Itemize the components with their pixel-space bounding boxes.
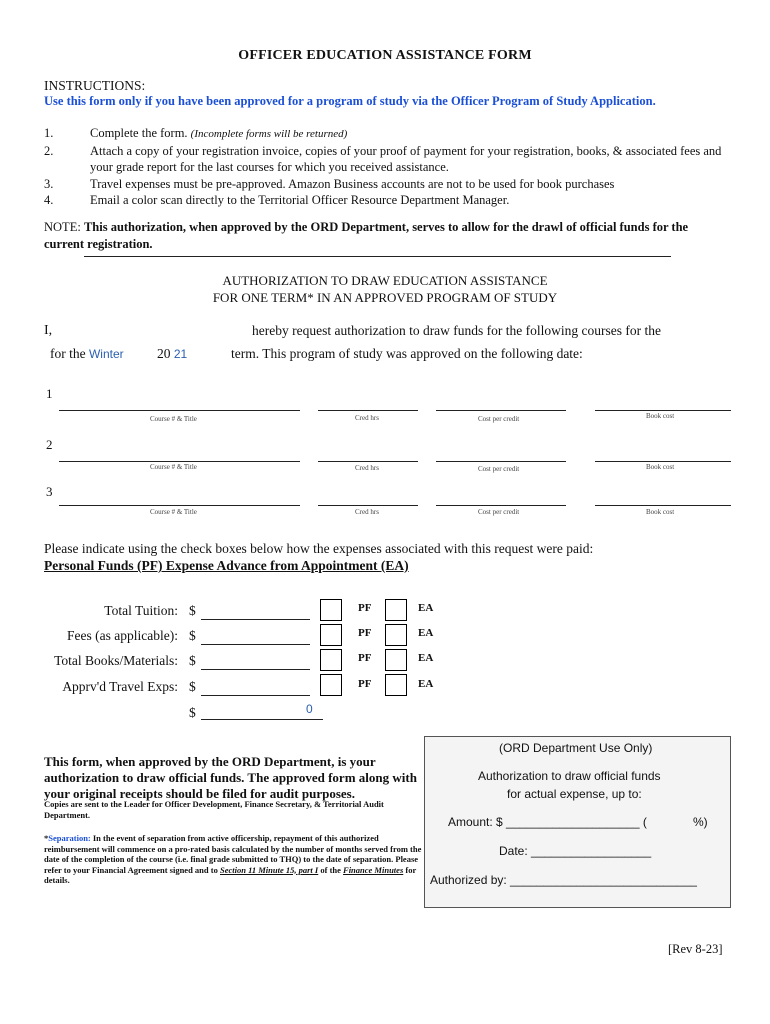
request-sentence-2: term. This program of study was approved on the following date: (231, 346, 583, 361)
term-field[interactable]: Winter (88, 347, 124, 361)
cred-hrs-field[interactable] (318, 410, 418, 411)
cost-caption: Cost per credit (478, 465, 520, 473)
currency-symbol: $ (189, 705, 196, 720)
currency-symbol: $ (189, 628, 196, 643)
course-row-index: 1 (46, 386, 53, 401)
finance-minutes-reference: Finance Minutes (343, 864, 404, 875)
instruction-text: Email a color scan directly to the Territorial Officer Resource Department Manager. (90, 193, 510, 207)
ea-label: EA (418, 627, 434, 639)
book-cost-field[interactable] (595, 461, 731, 462)
note-text: This authorization, when approved by the ORD Department, serves to allow for the drawl of official funds for the current registration. (44, 220, 689, 251)
currency-symbol: $ (189, 679, 196, 694)
tuition-pf-checkbox[interactable] (320, 599, 342, 621)
cost-caption: Cost per credit (478, 508, 520, 516)
name-field[interactable] (60, 324, 248, 340)
cost-per-credit-field[interactable] (436, 461, 566, 462)
instructions-list (44, 125, 734, 209)
course-caption: Course # & Title (150, 415, 197, 423)
expense-label: Total Books/Materials: (54, 653, 178, 668)
note-label: NOTE: (44, 220, 84, 234)
note (44, 219, 694, 253)
ord-header: (ORD Department Use Only) (499, 741, 653, 755)
course-caption: Course # & Title (150, 463, 197, 471)
instruction-text: Attach a copy of your registration invoice, copies of your proof of payment for your registration, books, & associated fees and your grade report for the last courses for which you received assistance. (90, 143, 722, 174)
form-title: OFFICER EDUCATION ASSISTANCE FORM (238, 48, 532, 63)
i-label: I, (44, 323, 53, 338)
ord-amount-field[interactable]: Amount: $ ____________________ ( (448, 815, 647, 829)
book-caption: Book cost (646, 463, 675, 471)
fees-ea-checkbox[interactable] (385, 624, 407, 646)
instruction-italic-note: (Incomplete forms will be returned) (190, 128, 348, 140)
pf-label: PF (358, 627, 372, 639)
for-the-label: for the Winter (50, 346, 124, 361)
ord-percent-label: %) (693, 815, 708, 829)
instruction-number: 2. (44, 143, 54, 158)
ord-line-2: for actual expense, up to: (507, 787, 642, 801)
book-cost-field[interactable] (595, 505, 731, 506)
travel-pf-checkbox[interactable] (320, 674, 342, 696)
approval-date-field[interactable] (625, 346, 725, 362)
instruction-number: 3. (44, 176, 54, 191)
cred-caption: Cred hrs (355, 414, 379, 422)
instruction-text: Complete the form. (90, 126, 191, 140)
instructions-heading: INSTRUCTIONS: (44, 78, 146, 93)
book-cost-field[interactable] (595, 410, 731, 411)
book-caption: Book cost (646, 412, 675, 420)
books-pf-checkbox[interactable] (320, 649, 342, 671)
instruction-text: Travel expenses must be pre-approved. Amazon Business accounts are not to be used for book purchases (90, 176, 615, 191)
expenses-instruction: Please indicate using the check boxes below how the expenses associated with this request were paid: (44, 541, 594, 556)
copies-statement: Copies are sent to the Leader for Officer Development, Finance Secretary, & Territorial Audit Department. (44, 799, 384, 820)
ea-label: EA (418, 652, 434, 664)
divider (84, 256, 671, 257)
travel-amount-field[interactable] (201, 695, 310, 696)
cred-caption: Cred hrs (355, 464, 379, 472)
ea-label: EA (418, 678, 434, 690)
fees-amount-field[interactable] (201, 644, 310, 645)
revision-label: [Rev 8-23] (668, 942, 723, 956)
course-row-index: 3 (46, 484, 53, 499)
instruction-item (44, 143, 734, 176)
total-amount-value: 0 (306, 702, 313, 716)
cost-caption: Cost per credit (478, 415, 520, 423)
separation-label: Separation: (48, 833, 91, 843)
fees-pf-checkbox[interactable] (320, 624, 342, 646)
ord-use-only-box (424, 736, 731, 908)
authorization-line-2: FOR ONE TERM* IN AN APPROVED PROGRAM OF STUDY (212, 290, 558, 305)
book-caption: Book cost (646, 508, 675, 516)
pf-label: PF (358, 602, 372, 614)
pf-label: PF (358, 678, 372, 690)
cred-caption: Cred hrs (355, 508, 379, 516)
expense-label: Fees (as applicable): (67, 628, 178, 643)
ord-authorized-by-field[interactable]: Authorized by: ____________________________ (430, 873, 697, 887)
currency-symbol: $ (189, 603, 196, 618)
cred-hrs-field[interactable] (318, 505, 418, 506)
currency-symbol: $ (189, 653, 196, 668)
total-amount-field[interactable] (201, 719, 323, 720)
pf-label: PF (358, 652, 372, 664)
section-reference: Section 11 Minute 15, part I (219, 864, 319, 875)
books-amount-field[interactable] (201, 669, 310, 670)
authorization-line-1: AUTHORIZATION TO DRAW EDUCATION ASSISTANCE (222, 273, 548, 288)
course-title-field[interactable] (59, 410, 300, 411)
approval-statement: This form, when approved by the ORD Department, is your authorization to draw official funds. The approved form along with your original receipts should be filed for audit purposes. (44, 754, 417, 801)
course-title-field[interactable] (59, 505, 300, 506)
expense-label: Apprv'd Travel Exps: (62, 679, 178, 694)
tuition-amount-field[interactable] (201, 619, 310, 620)
ord-date-field[interactable]: Date: __________________ (499, 844, 652, 858)
year-field[interactable]: 20 21 (157, 346, 188, 361)
course-caption: Course # & Title (150, 508, 197, 516)
payment-methods-heading: Personal Funds (PF) Expense Advance from Appointment (EA) (44, 558, 409, 573)
instruction-item (44, 125, 734, 143)
separation-statement: *Separation: In the event of separation from active officership, repayment of this authorized reimbursement will commence on a pro-rated basis calculated by the number of months served from the date of the completion of the course (i.e. final grade submitted to THQ) to the date of separation. Please refer to your Financial Agreement signed and to Section 11 Minute 15, part I of the Finance Minutes for details. (44, 833, 422, 885)
books-ea-checkbox[interactable] (385, 649, 407, 671)
request-sentence-1: hereby request authorization to draw funds for the following courses for the (252, 323, 662, 338)
instructions-notice: Use this form only if you have been approved for a program of study via the Officer Program of Study Application. (44, 94, 656, 108)
travel-ea-checkbox[interactable] (385, 674, 407, 696)
instruction-number: 1. (44, 126, 54, 140)
instruction-item (44, 192, 734, 209)
cred-hrs-field[interactable] (318, 461, 418, 462)
tuition-ea-checkbox[interactable] (385, 599, 407, 621)
course-title-field[interactable] (59, 461, 300, 462)
authorization-heading (0, 272, 770, 306)
cost-per-credit-field[interactable] (436, 410, 566, 411)
instruction-number: 4. (44, 193, 54, 207)
course-row-index: 2 (46, 437, 53, 452)
ea-label: EA (418, 602, 434, 614)
cost-per-credit-field[interactable] (436, 505, 566, 506)
ord-line-1: Authorization to draw official funds (478, 769, 661, 783)
expense-label: Total Tuition: (104, 603, 178, 618)
instruction-item (44, 176, 734, 193)
